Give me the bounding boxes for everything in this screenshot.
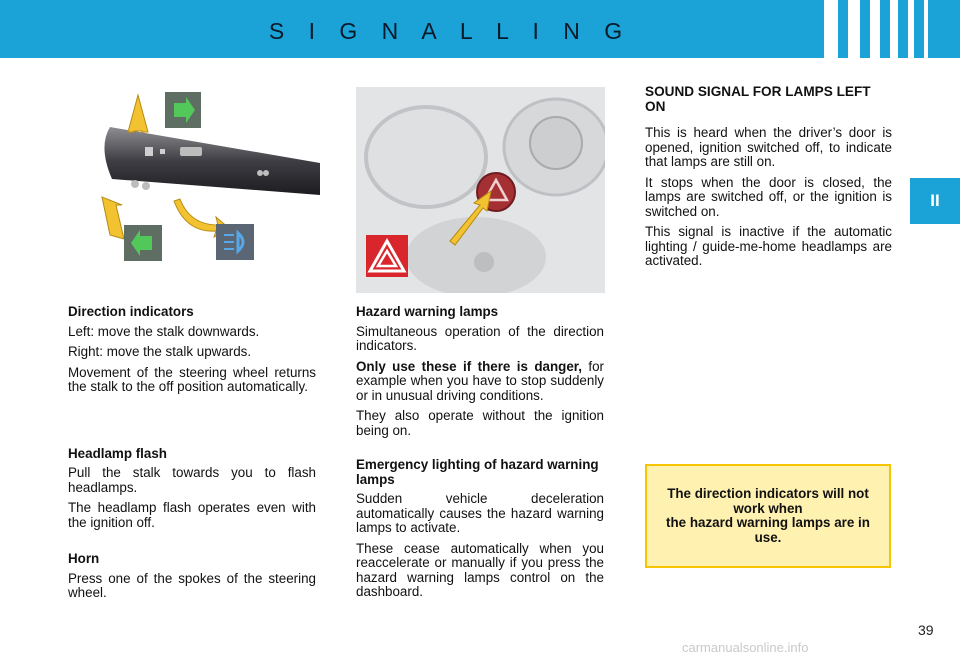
hazard-text-1: Simultaneous operation of the direction indicators. — [356, 323, 604, 353]
flash-text-1: Pull the stalk towards you to flash headlamps. — [68, 465, 316, 495]
watermark: carmanualsonline.info — [682, 640, 809, 655]
column-3 — [645, 84, 892, 275]
emergency-lighting-heading: Emergency lighting of hazard warning lamps — [356, 457, 599, 487]
direction-indicators-heading: Direction indicators — [68, 304, 194, 319]
hazard-text-2-rest: for example when you have to stop suddenly or in unusual driving conditions. — [356, 358, 604, 403]
hazard-text-2 — [356, 360, 604, 404]
chapter-tab[interactable]: II — [910, 178, 960, 224]
warning-notice-box — [645, 464, 891, 568]
headlamp-flash-icon — [216, 224, 254, 260]
rotary-knob — [530, 117, 582, 169]
header-stripes — [824, 0, 954, 58]
direction-text-1: Left: move the stalk downwards. — [68, 323, 260, 339]
column-2 — [356, 305, 604, 606]
notice-line-1: The direction indicators will not work when — [667, 486, 869, 516]
hazard-danger-emphasis: Only use these if there is danger, — [356, 358, 582, 374]
page-title: S I G N A L L I N G — [268, 18, 632, 44]
emergency-text-1: Sudden vehicle deceleration automatically causes the hazard warning lamps to activate. — [356, 491, 604, 535]
page-number: 39 — [918, 622, 934, 638]
sound-text-1: This is heard when the driver’s door is opened, ignition switched off, to indicate that lamps are still on. — [645, 125, 892, 169]
headlamp-flash-heading: Headlamp flash — [68, 445, 167, 461]
header-band — [0, 0, 960, 58]
horn-text-1: Press one of the spokes of the steering wheel. — [68, 570, 316, 600]
emergency-text-2: These cease automatically when you reaccelerate or manually if you press the hazard warning lamps control on the dashboard. — [356, 540, 604, 599]
hazard-button-photo — [356, 87, 605, 293]
arrow-down-icon — [102, 197, 124, 239]
direction-text-3: Movement of the steering wheel returns the stalk to the off position automatically. — [68, 364, 316, 394]
hazard-warning-heading: Hazard warning lamps — [356, 304, 499, 319]
direction-text-2: Right: move the stalk upwards. — [68, 344, 252, 359]
indicator-stalk-illustration — [90, 87, 320, 267]
horn-heading: Horn — [68, 551, 100, 566]
sound-text-3: This signal is inactive if the automatic lighting / guide-me-home headlamps are activated. — [645, 224, 892, 268]
sound-signal-heading: SOUND SIGNAL FOR LAMPS LEFT ON — [645, 84, 871, 114]
notice-line-2: the hazard warning lamps are in use. — [666, 515, 870, 545]
sound-text-2: It stops when the door is closed, the lamps are switched off, or the ignition is switched on. — [645, 174, 892, 219]
column-1 — [68, 305, 316, 607]
arrow-up-icon — [128, 95, 148, 132]
flash-text-2: The headlamp flash operates even with the ignition off. — [68, 500, 316, 530]
hazard-text-3: They also operate without the ignition being on. — [356, 408, 604, 438]
